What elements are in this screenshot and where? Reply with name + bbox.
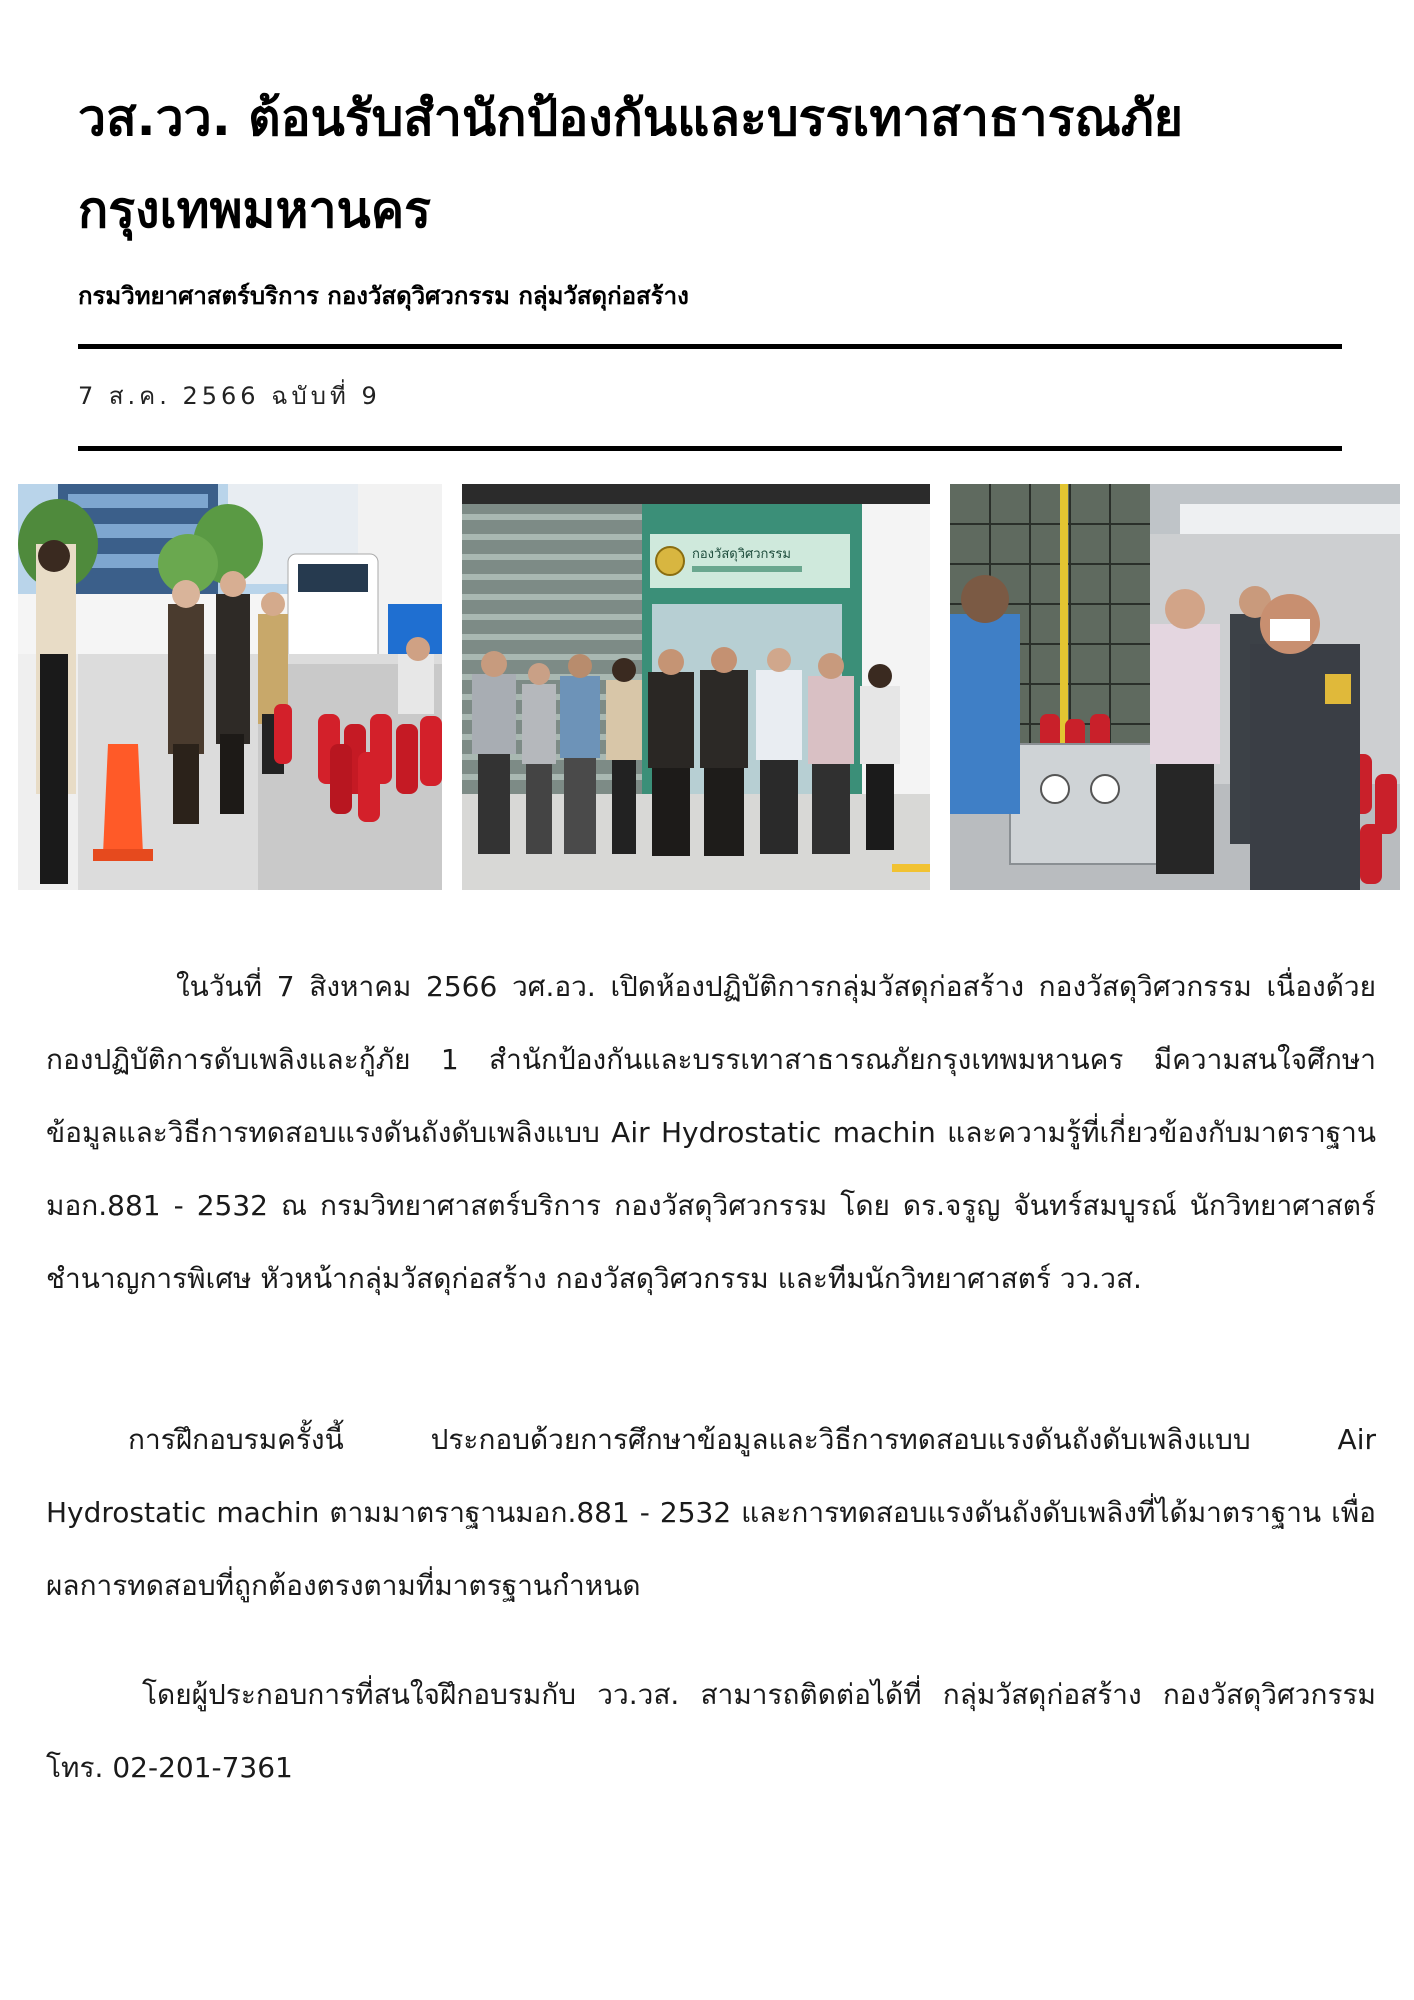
photo-laboratory-inspection bbox=[950, 484, 1400, 890]
body-paragraph-3: โดยผู้ประกอบการที่สนใจฝึกอบรมกับ วว.วส. สามารถติดต่อได้ที่ กลุ่มวัสดุก่อสร้าง กองวัสดุวิศวกรรม โทร. 02-201-7361 bbox=[46, 1678, 1376, 1784]
photo-group-in-front-of-building bbox=[462, 484, 930, 890]
page-title: วส.วว. ต้อนรับสำนักป้องกันและบรรเทาสาธารณภัย กรุงเทพมหานคร bbox=[78, 89, 1184, 239]
bottom-divider bbox=[78, 446, 1342, 451]
issue-date-line: 7 ส.ค. 2566 ฉบับที่ 9 bbox=[78, 382, 381, 410]
body-paragraph-1: ในวันที่ 7 สิงหาคม 2566 วศ.อว. เปิดห้องปฏิบัติการกลุ่มวัสดุก่อสร้าง กองวัสดุวิศวกรรม เนื่องด้วยกองปฏิบัติการดับเพลิงและกู้ภัย 1 สำนักป้องกันและบรรเทาสาธารณภัยกรุงเทพมหานคร มีความสนใจศึกษาข้อมูลและวิธีการทดสอบแรงดันถังดับเพลิงแบบ Air Hydrostatic machin และความรู้ที่เกี่ยวข้องกับมาตราฐาน มอก.881 - 2532 ณ กรมวิทยาศาสตร์บริการ กองวัสดุวิศวกรรม โดย ดร.จรูญ จันทร์สมบูรณ์ นักวิทยาศาสตร์ชำนาญการพิเศษ หัวหน้ากลุ่มวัสดุก่อสร้าง กองวัสดุวิศวกรรม และทีมนักวิทยาศาสตร์ วว.วส. bbox=[46, 970, 1376, 1295]
photo-outdoor-demonstration bbox=[18, 484, 442, 890]
top-divider bbox=[78, 344, 1342, 349]
building-sign-text: กองวัสดุวิศวกรรม bbox=[692, 547, 791, 562]
body-paragraph-2: การฝึกอบรมครั้งนี้ ประกอบด้วยการศึกษาข้อมูลและวิธีการทดสอบแรงดันถังดับเพลิงแบบ Air Hydrostatic machin ตามมาตราฐานมอก.881 - 2532 และการทดสอบแรงดันถังดับเพลิงที่ได้มาตราฐาน เพื่อผลการทดสอบที่ถูกต้องตรงตามที่มาตรฐานกำหนด bbox=[46, 1423, 1376, 1602]
department-subtitle: กรมวิทยาศาสตร์บริการ กองวัสดุวิศวกรรม กลุ่มวัสดุก่อสร้าง bbox=[78, 282, 689, 310]
